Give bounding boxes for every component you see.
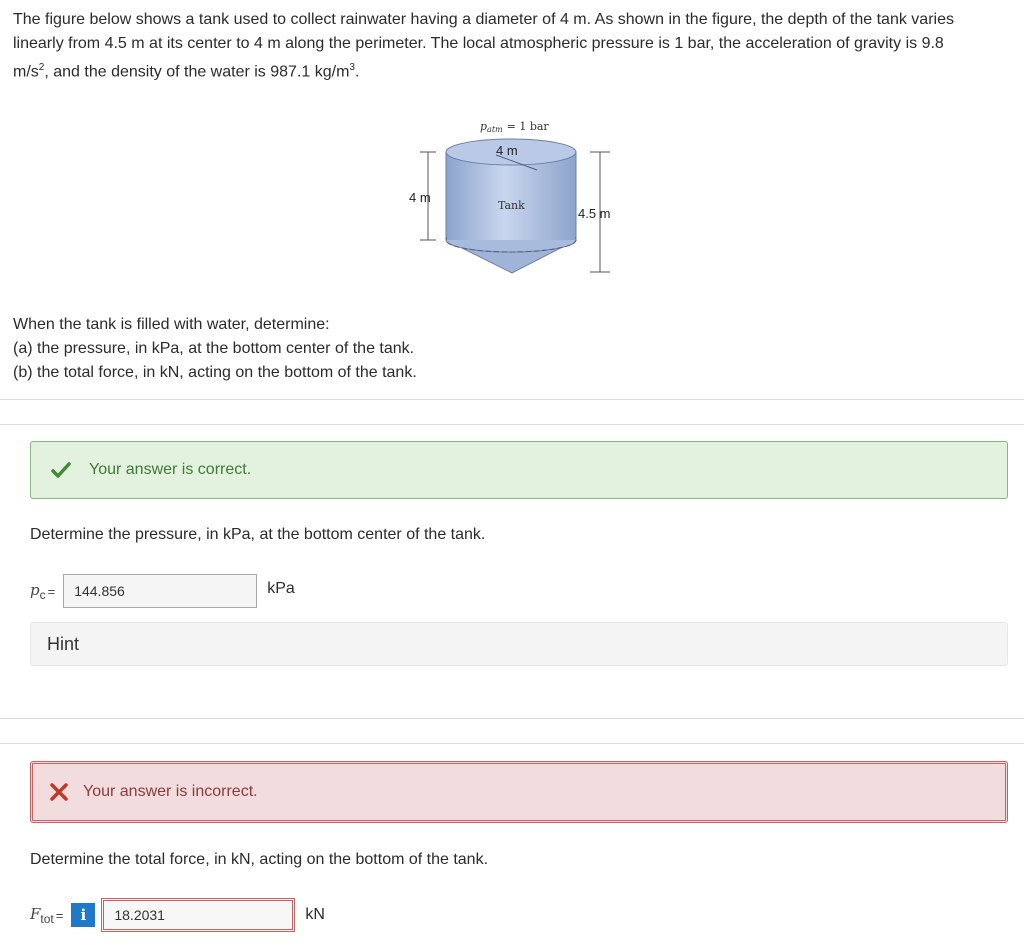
correct-feedback-text: Your answer is correct.	[89, 461, 252, 478]
tank-figure	[400, 112, 660, 282]
diameter-label: 4 m	[496, 143, 518, 158]
pressure-variable-label: $p_c$	[30, 580, 46, 602]
correct-feedback-banner	[30, 441, 1008, 499]
question-a: (a) the pressure, in kPa, at the bottom center of the tank.	[13, 340, 415, 357]
question-list	[13, 313, 417, 385]
checkmark-icon	[51, 460, 71, 480]
equals-sign: =	[55, 907, 64, 923]
patm-label: patm = 1 bar	[480, 120, 549, 134]
info-icon[interactable]: i	[71, 903, 95, 927]
hint-label: Hint	[47, 633, 80, 654]
tank-label: Tank	[498, 199, 525, 212]
problem-line-3: $m/s^2$, and the density of the water is 987.1 $kg/m^3$.	[13, 62, 360, 81]
problem-line-2: linearly from 4.5 m at its center to 4 m along the perimeter. The local atmospheric pressure is 1 bar, the acceleration of gravity is 9.8	[13, 35, 944, 52]
part-a-prompt: Determine the pressure, in kPa, at the bottom center of the tank.	[30, 526, 486, 543]
problem-line-1: The figure below shows a tank used to collect rainwater having a diameter of 4 m. As shown in the figure, the depth of the tank varies	[13, 11, 954, 28]
pressure-answer-input[interactable]	[63, 574, 257, 608]
pressure-unit: kPa	[267, 580, 295, 597]
x-mark-icon	[49, 782, 69, 802]
center-height-label: 4.5 m	[578, 206, 611, 221]
question-b: (b) the total force, in kN, acting on the bottom of the tank.	[13, 364, 417, 381]
force-answer-input[interactable]	[101, 898, 295, 932]
hint-button[interactable]	[30, 622, 1008, 666]
part-b-prompt: Determine the total force, in kN, acting on the bottom of the tank.	[30, 851, 489, 868]
divider	[0, 718, 1024, 719]
part-b-answer-row	[30, 898, 325, 932]
divider	[0, 743, 1024, 744]
side-height-label: 4 m	[409, 190, 431, 205]
force-variable-label: $F_{tot}$	[30, 904, 54, 926]
incorrect-feedback-text: Your answer is incorrect.	[83, 783, 258, 800]
question-intro: When the tank is filled with water, determine:	[13, 316, 330, 333]
divider	[0, 424, 1024, 425]
problem-statement	[13, 8, 1013, 84]
force-unit: kN	[305, 906, 325, 923]
part-a-answer-row	[30, 574, 295, 608]
incorrect-feedback-banner	[30, 761, 1008, 823]
equals-sign: =	[47, 583, 56, 599]
divider	[0, 399, 1024, 400]
